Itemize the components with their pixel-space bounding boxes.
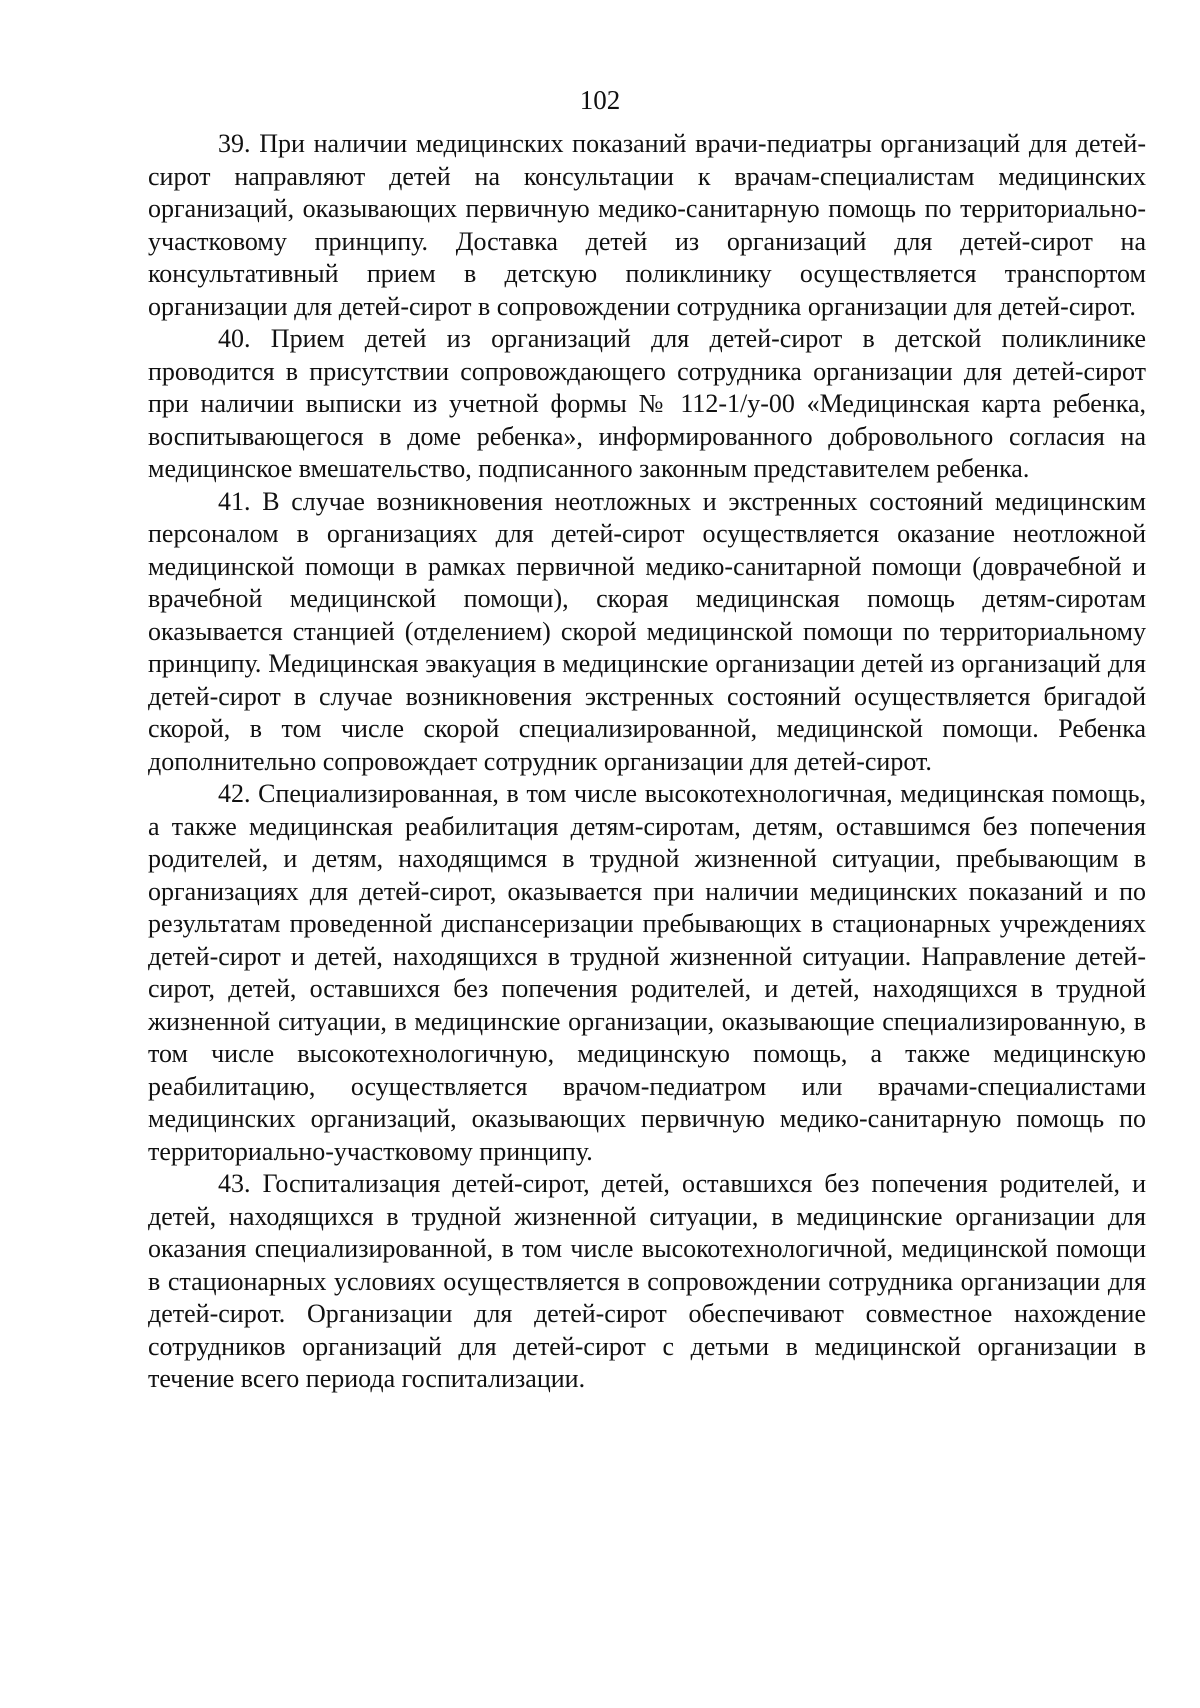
- paragraph-42: 42. Специализированная, в том числе высокотехнологичная, медицинская помощь, а также медицинская реабилитация детям-сиротам, детям, оставшимся без попечения родителей, и детям, находящимся в трудной жизненной ситуации, пребывающим в организациях для детей-сирот, оказывается при наличии медицинских показаний и по результатам проведенной диспансеризации пребывающих в стационарных учреждениях детей-сирот и детей, находящихся в трудной жизненной ситуации. Направление детей-сирот, детей, оставшихся без попечения родителей, и детей, находящихся в трудной жизненной ситуации, в медицинские организации, оказывающие специализированную, в том числе высокотехнологичную, медицинскую помощь, а также медицинскую реабилитацию, осуществляется врачом-педиатром или врачами-специалистами медицинских организаций, оказывающих первичную медико-санитарную помощь по территориально-участковому принципу.: [148, 779, 1146, 1166]
- page-number: 102: [579, 85, 621, 115]
- paragraph-40: 40. Прием детей из организаций для детей-сирот в детской поликлинике проводится в присутствии сопровождающего сотрудника организации для детей-сирот при наличии выписки из учетной формы № 112-1/у-00 «Медицинская карта ребенка, воспитывающегося в доме ребенка», информированного добровольного согласия на медицинское вмешательство, подписанного законным представителем ребенка.: [148, 324, 1146, 483]
- paragraph-43: 43. Госпитализация детей-сирот, детей, оставшихся без попечения родителей, и детей, находящихся в трудной жизненной ситуации, в медицинские организации для оказания специализированной, в том числе высокотехнологичной, медицинской помощи в стационарных условиях осуществляется в сопровождении сотрудника организации для детей-сирот. Организации для детей-сирот обеспечивают совместное нахождение сотрудников организаций для детей-сирот с детьми в медицинской организации в течение всего периода госпитализации.: [148, 1169, 1146, 1393]
- paragraph-41: 41. В случае возникновения неотложных и экстренных состояний медицинским персоналом в организациях для детей-сирот осуществляется оказание неотложной медицинской помощи в рамках первичной медико-санитарной помощи (доврачебной и врачебной медицинской помощи), скорая медицинская помощь детям-сиротам оказывается станцией (отделением) скорой медицинской помощи по территориальному принципу. Медицинская эвакуация в медицинские организации детей из организаций для детей-сирот в случае возникновения экстренных состояний осуществляется бригадой скорой, в том числе скорой специализированной, медицинской помощи. Ребенка дополнительно сопровождает сотрудник организации для детей-сирот.: [148, 486, 1146, 776]
- paragraph-39: 39. При наличии медицинских показаний врачи-педиатры организаций для детей-сирот направляют детей на консультации к врачам-специалистам медицинских организаций, оказывающих первичную медико-санитарную помощь по территориально-участковому принципу. Доставка детей из организаций для детей-сирот на консультативный прием в детскую поликлинику осуществляется транспортом организации для детей-сирот в сопровождении сотрудника организации для детей-сирот.: [148, 129, 1146, 321]
- document-body: [148, 128, 1146, 1396]
